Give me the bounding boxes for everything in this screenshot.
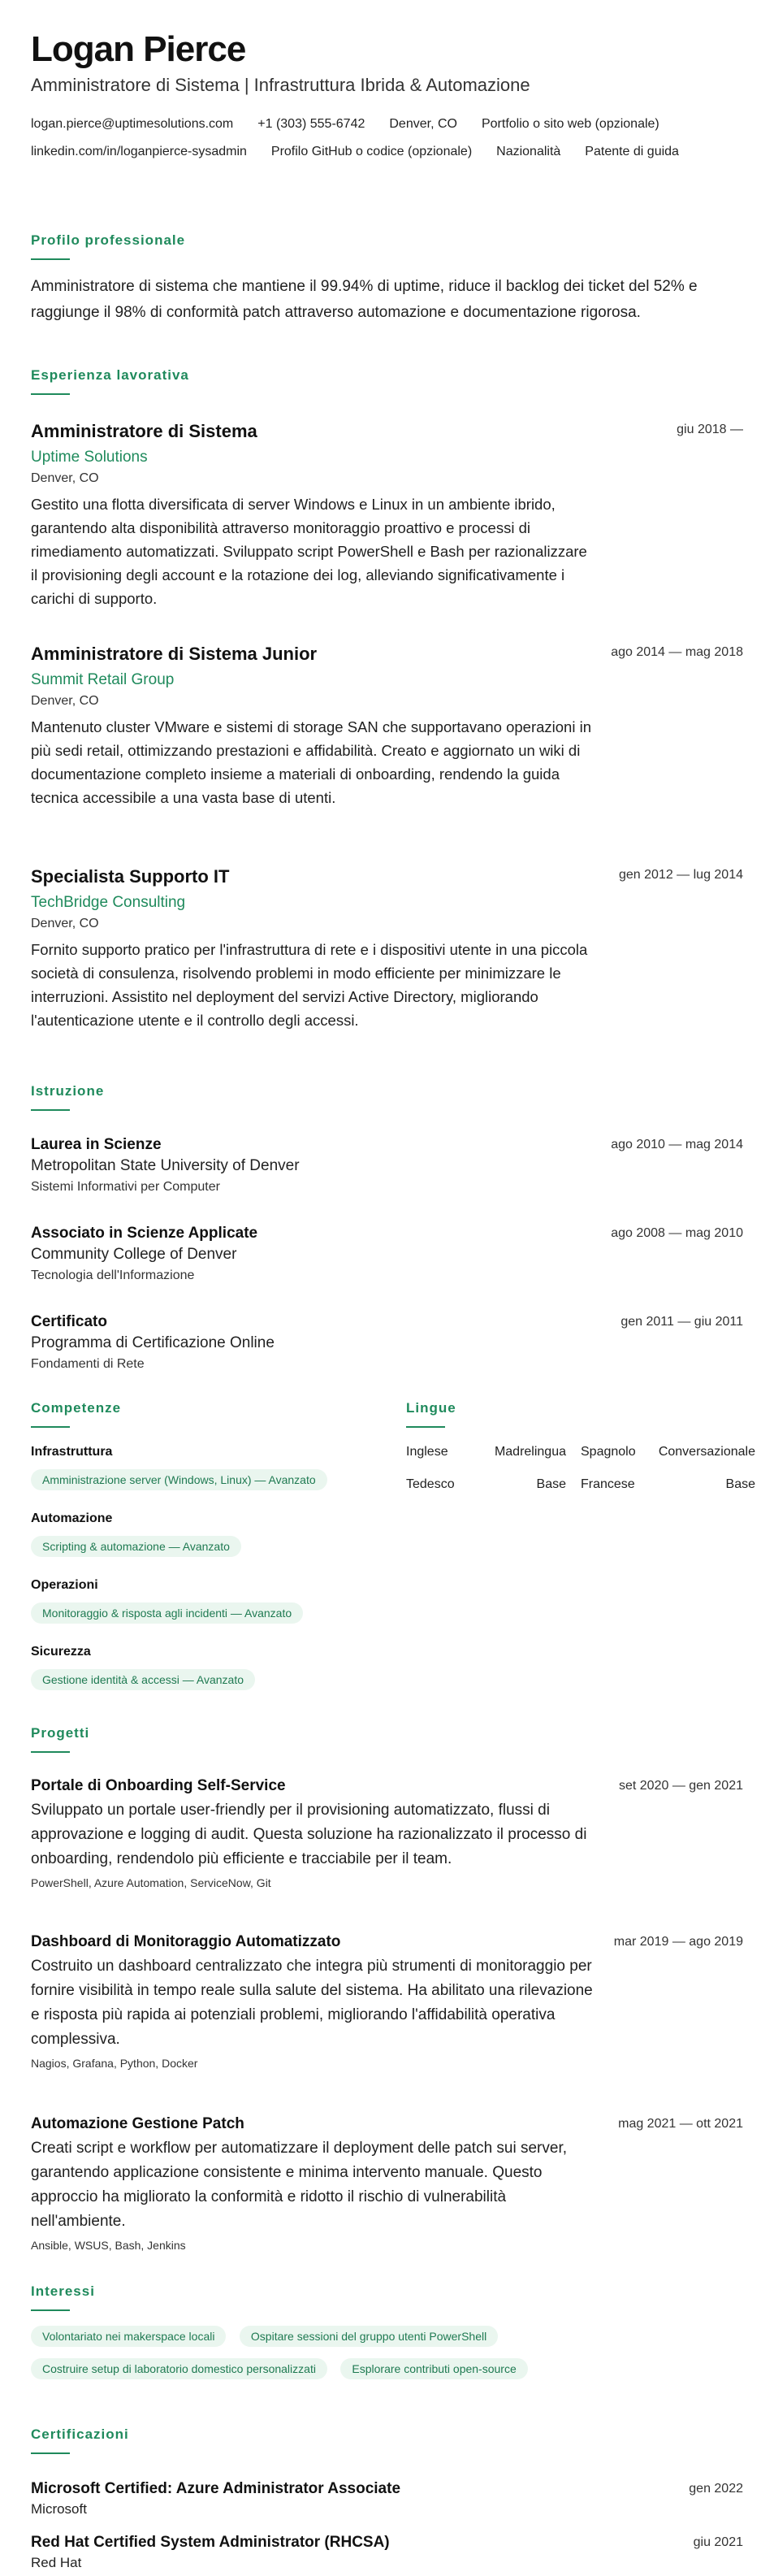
project-description: Creati script e workflow per automatizzare il deployment delle patch sui server, garantendo applicazione consistente e minima intervento manuale. Questo approccio ha migliorato la conformità e ridotto il rischio di vulnerabilità nell'ambiente.: [31, 2140, 568, 2230]
skill-group: [31, 1645, 388, 1690]
skills-list: [31, 1445, 388, 1711]
languages-list: [406, 1445, 755, 1510]
language-level: Base: [725, 1477, 755, 1491]
language-item: [581, 1477, 755, 1492]
job-dates: giu 2018 —: [677, 423, 743, 436]
skill-group: [31, 1578, 388, 1624]
job-location: Denver, CO: [31, 471, 99, 485]
education-school: Metropolitan State University of Denver: [31, 1157, 300, 1174]
section-title-languages: Lingue: [406, 1400, 456, 1416]
job-description: Fornito supporto pratico per l'infrastruttura di rete e i dispositivi utente in una piccola società di consulenza, risolvendo problemi in modo efficiente per minimizzare le interruzioni. Assistito nel deployment del servizi Active Directory, migliorando l'autenticazione utente e il controllo degli accessi.: [31, 941, 588, 1029]
project-tech: Ansible, WSUS, Bash, Jenkins: [31, 2239, 186, 2252]
job-description: Gestito una flotta diversificata di server Windows e Linux in un ambiente ibrido, garantendo alta disponibilità attraverso monitoraggio proattivo e processi di rimediamento automatizzati. Sviluppato script PowerShell e Bash per razionalizzare il provisioning degli account e la rotazione dei log, alleviando significativamente i carichi di supporto.: [31, 496, 587, 607]
language-item: [406, 1445, 581, 1459]
section-title-education: Istruzione: [31, 1083, 105, 1099]
interest-pill: Ospitare sessioni del gruppo utenti PowerShell: [240, 2326, 498, 2347]
skill-group: [31, 1445, 388, 1490]
project-description: Costruito un dashboard centralizzato che integra più strumenti di monitoraggio per fornire visibilità in tempo reale sulla salute del sistema. Ha abilitato una rilevazione e risposta più rapida ai potenziali problemi, migliorando l'affidabilità operativa complessiva.: [31, 1958, 593, 2048]
education-dates: ago 2010 — mag 2014: [611, 1138, 743, 1151]
certification-name: Red Hat Certified System Administrator (RHCSA): [31, 2534, 390, 2551]
job-title: Amministratore di Sistema: [31, 421, 257, 441]
certification-item: [31, 2480, 743, 2517]
certification-name: Microsoft Certified: Azure Administrator Associate: [31, 2480, 401, 2497]
experience-item: [31, 866, 743, 1032]
language-level: Madrelingua: [494, 1445, 566, 1459]
candidate-headline: Amministratore di Sistema | Infrastruttura Ibrida & Automazione: [31, 75, 530, 95]
job-title: Amministratore di Sistema Junior: [31, 644, 318, 664]
skill-category: Operazioni: [31, 1578, 98, 1592]
education-field: Tecnologia dell'Informazione: [31, 1268, 195, 1282]
education-degree: Associato in Scienze Applicate: [31, 1225, 258, 1242]
project-item: [31, 2115, 743, 2252]
contact-list: [31, 115, 746, 161]
education-school: Community College of Denver: [31, 1246, 237, 1263]
job-location: Denver, CO: [31, 694, 99, 708]
language-name: Inglese: [406, 1445, 448, 1459]
education-field: Sistemi Informativi per Computer: [31, 1180, 220, 1194]
certification-date: giu 2021: [693, 2535, 743, 2549]
certification-date: gen 2022: [689, 2482, 743, 2496]
certification-item: [31, 2534, 743, 2571]
skill-pill: Gestione identità & accessi — Avanzato: [31, 1669, 255, 1690]
language-name: Spagnolo: [581, 1445, 636, 1459]
language-row: [406, 1477, 755, 1492]
candidate-name: Logan Pierce: [31, 29, 246, 69]
certification-issuer: Red Hat: [31, 2555, 82, 2570]
section-title-experience: Esperienza lavorativa: [31, 367, 189, 383]
experience-item: [31, 421, 743, 610]
certification-issuer: Microsoft: [31, 2501, 87, 2517]
project-tech: Nagios, Grafana, Python, Docker: [31, 2057, 198, 2070]
language-item: [581, 1445, 755, 1459]
education-item: [31, 1136, 743, 1195]
contact-linkedin[interactable]: linkedin.com/in/loganpierce-sysadmin: [31, 145, 247, 158]
skill-pill: Scripting & automazione — Avanzato: [31, 1536, 241, 1557]
education-field: Fondamenti di Rete: [31, 1357, 145, 1371]
job-company: TechBridge Consulting: [31, 894, 186, 911]
summary-text: Amministratore di sistema che mantiene il 99.94% di uptime, riduce il backlog dei ticket del 52% e raggiunge il 98% di conformità patch attraverso automazione e documentazione rigorosa.: [31, 278, 698, 321]
section-title-certifications: Certificazioni: [31, 2426, 129, 2442]
experience-item: [31, 644, 743, 809]
language-level: Conversazionale: [658, 1445, 755, 1459]
skill-pill: Amministrazione server (Windows, Linux) — Avanzato: [31, 1469, 327, 1490]
contact-driving-license: Patente di guida: [585, 145, 679, 158]
job-company: Summit Retail Group: [31, 671, 175, 688]
skill-category: Automazione: [31, 1511, 113, 1525]
section-title-interests: Interessi: [31, 2283, 95, 2299]
section-title-skills: Competenze: [31, 1400, 122, 1416]
skill-pill: Monitoraggio & risposta agli incidenti — Avanzato: [31, 1602, 303, 1624]
interest-pill: Volontariato nei makerspace locali: [31, 2326, 226, 2347]
job-dates: ago 2014 — mag 2018: [611, 645, 743, 659]
skill-category: Sicurezza: [31, 1645, 91, 1659]
project-item: [31, 1777, 743, 1889]
project-title: Dashboard di Monitoraggio Automatizzato: [31, 1933, 341, 1950]
contact-phone[interactable]: +1 (303) 555-6742: [257, 117, 365, 131]
education-degree: Laurea in Scienze: [31, 1136, 162, 1153]
contact-nationality: Nazionalità: [496, 145, 561, 158]
project-title: Portale di Onboarding Self-Service: [31, 1777, 286, 1794]
contact-portfolio[interactable]: Portfolio o sito web (opzionale): [481, 117, 659, 131]
education-dates: gen 2011 — giu 2011: [620, 1315, 743, 1329]
skill-category: Infrastruttura: [31, 1445, 113, 1459]
section-title-projects: Progetti: [31, 1725, 90, 1741]
contact-github[interactable]: Profilo GitHub o codice (opzionale): [270, 145, 473, 158]
language-name: Francese: [581, 1477, 635, 1491]
project-description: Sviluppato un portale user-friendly per il provisioning automatizzato, flussi di approvazione e logging di audit. Questa soluzione ha razionalizzato il processo di onboarding, rendendolo più efficiente e tracciabile per il team.: [31, 1802, 587, 1867]
interests-list: [31, 2326, 746, 2391]
job-company: Uptime Solutions: [31, 449, 148, 466]
job-location: Denver, CO: [31, 917, 99, 930]
contact-location: Denver, CO: [389, 117, 457, 131]
project-dates: set 2020 — gen 2021: [618, 1779, 743, 1793]
education-item: [31, 1225, 743, 1283]
language-level: Base: [536, 1477, 566, 1491]
project-dates: mar 2019 — ago 2019: [613, 1935, 743, 1949]
language-item: [406, 1477, 581, 1492]
education-degree: Certificato: [31, 1313, 107, 1330]
education-school: Programma di Certificazione Online: [31, 1334, 275, 1351]
job-description: Mantenuto cluster VMware e sistemi di storage SAN che supportavano operazioni in più sedi retail, ottimizzando prestazioni e affidabilità. Creato e aggiornato un wiki di documentazione completo insieme a materiali di onboarding, rendendo la guida tecnica accessibile a una vasta base di utenti.: [31, 718, 591, 806]
skill-group: [31, 1511, 388, 1557]
project-dates: mag 2021 — ott 2021: [618, 2117, 743, 2131]
job-dates: gen 2012 — lug 2014: [618, 868, 743, 882]
contact-email[interactable]: logan.pierce@uptimesolutions.com: [31, 117, 234, 131]
job-title: Specialista Supporto IT: [31, 866, 230, 887]
interest-pill: Esplorare contributi open-source: [340, 2358, 527, 2379]
language-row: [406, 1445, 755, 1459]
project-tech: PowerShell, Azure Automation, ServiceNow, Git: [31, 1876, 271, 1889]
interest-pill: Costruire setup di laboratorio domestico personalizzati: [31, 2358, 327, 2379]
education-dates: ago 2008 — mag 2010: [611, 1226, 743, 1240]
education-item: [31, 1313, 743, 1372]
section-title-summary: Profilo professionale: [31, 232, 186, 248]
language-name: Tedesco: [406, 1477, 455, 1491]
project-title: Automazione Gestione Patch: [31, 2115, 244, 2132]
project-item: [31, 1933, 743, 2070]
